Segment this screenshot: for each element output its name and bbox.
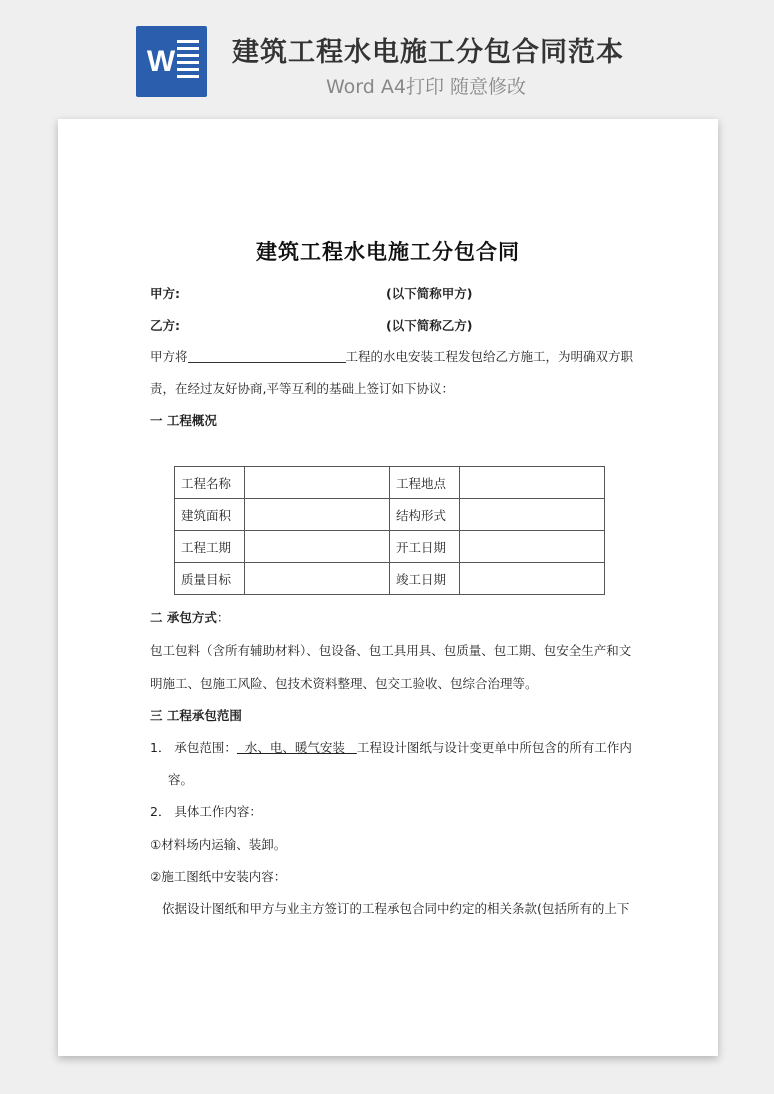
table-cell: 建筑面积 <box>175 499 245 531</box>
section-1-heading: 一 工程概况 <box>150 413 217 428</box>
table-cell[interactable] <box>245 499 390 531</box>
table-cell: 工程工期 <box>175 531 245 563</box>
table-cell[interactable] <box>245 531 390 563</box>
table-cell[interactable] <box>460 563 605 595</box>
table-cell[interactable] <box>460 467 605 499</box>
table-cell[interactable] <box>460 499 605 531</box>
header <box>0 0 774 110</box>
header-title: 建筑工程水电施工分包合同范本 <box>232 37 624 68</box>
document-page <box>58 119 718 1056</box>
intro-prefix: 甲方将 <box>150 349 188 364</box>
intro-suffix: 工程的水电安装工程发包给乙方施工，为明确双方职 <box>345 349 634 364</box>
table-cell: 结构形式 <box>390 499 460 531</box>
item-1 <box>150 738 632 756</box>
party-a-alias: (以下简称甲方) <box>386 286 473 301</box>
item-1-scope: 水、电、暖气安装 <box>236 740 357 755</box>
table-row <box>175 531 605 563</box>
table-row <box>175 499 605 531</box>
sub-item-1: ①材料场内运输、装卸。 <box>150 837 287 852</box>
table-row <box>175 563 605 595</box>
project-info-table <box>174 466 605 595</box>
paragraph: 依据设计图纸和甲方与业主方签订的工程承包合同中约定的相关条款(包括所有的上下 <box>162 901 630 916</box>
intro-line-1 <box>150 347 633 365</box>
item-1-prefix: 1． 承包范围： <box>150 740 237 755</box>
section-2-line-1: 包工包料（含所有辅助材料）、包设备、包工具用具、包质量、包工期、包安全生产和文 <box>150 643 632 658</box>
word-icon-lines <box>177 40 199 82</box>
party-a-label: 甲方: <box>150 286 180 301</box>
party-b-label: 乙方: <box>150 318 180 333</box>
document-title: 建筑工程水电施工分包合同 <box>256 240 520 264</box>
project-name-blank[interactable] <box>188 349 346 363</box>
section-2-heading <box>150 608 229 626</box>
table-cell: 质量目标 <box>175 563 245 595</box>
table-cell[interactable] <box>245 563 390 595</box>
section-2-title: 二 承包方式 <box>150 610 217 625</box>
item-1-continued: 容。 <box>168 772 194 787</box>
section-2-colon: ： <box>216 610 230 625</box>
item-2: 2． 具体工作内容： <box>150 804 262 819</box>
table-cell: 工程地点 <box>390 467 460 499</box>
table-cell[interactable] <box>245 467 390 499</box>
section-2-line-2: 明施工、包施工风险、包技术资料整理、包交工验收、包综合治理等。 <box>150 676 538 691</box>
table-row <box>175 467 605 499</box>
table-cell: 竣工日期 <box>390 563 460 595</box>
table-cell: 开工日期 <box>390 531 460 563</box>
table-cell: 工程名称 <box>175 467 245 499</box>
table-cell[interactable] <box>460 531 605 563</box>
section-3-heading: 三 工程承包范围 <box>150 708 242 723</box>
header-subtitle: Word A4打印 随意修改 <box>326 76 527 98</box>
word-icon <box>136 26 207 97</box>
item-1-suffix: 工程设计图纸与设计变更单中所包含的所有工作内 <box>356 740 632 755</box>
party-b-alias: (以下简称乙方) <box>386 318 473 333</box>
word-icon-letter: W <box>146 45 176 78</box>
sub-item-2: ②施工图纸中安装内容： <box>150 869 287 884</box>
intro-line-2: 责，在经过友好协商,平等互利的基础上签订如下协议： <box>150 381 454 396</box>
